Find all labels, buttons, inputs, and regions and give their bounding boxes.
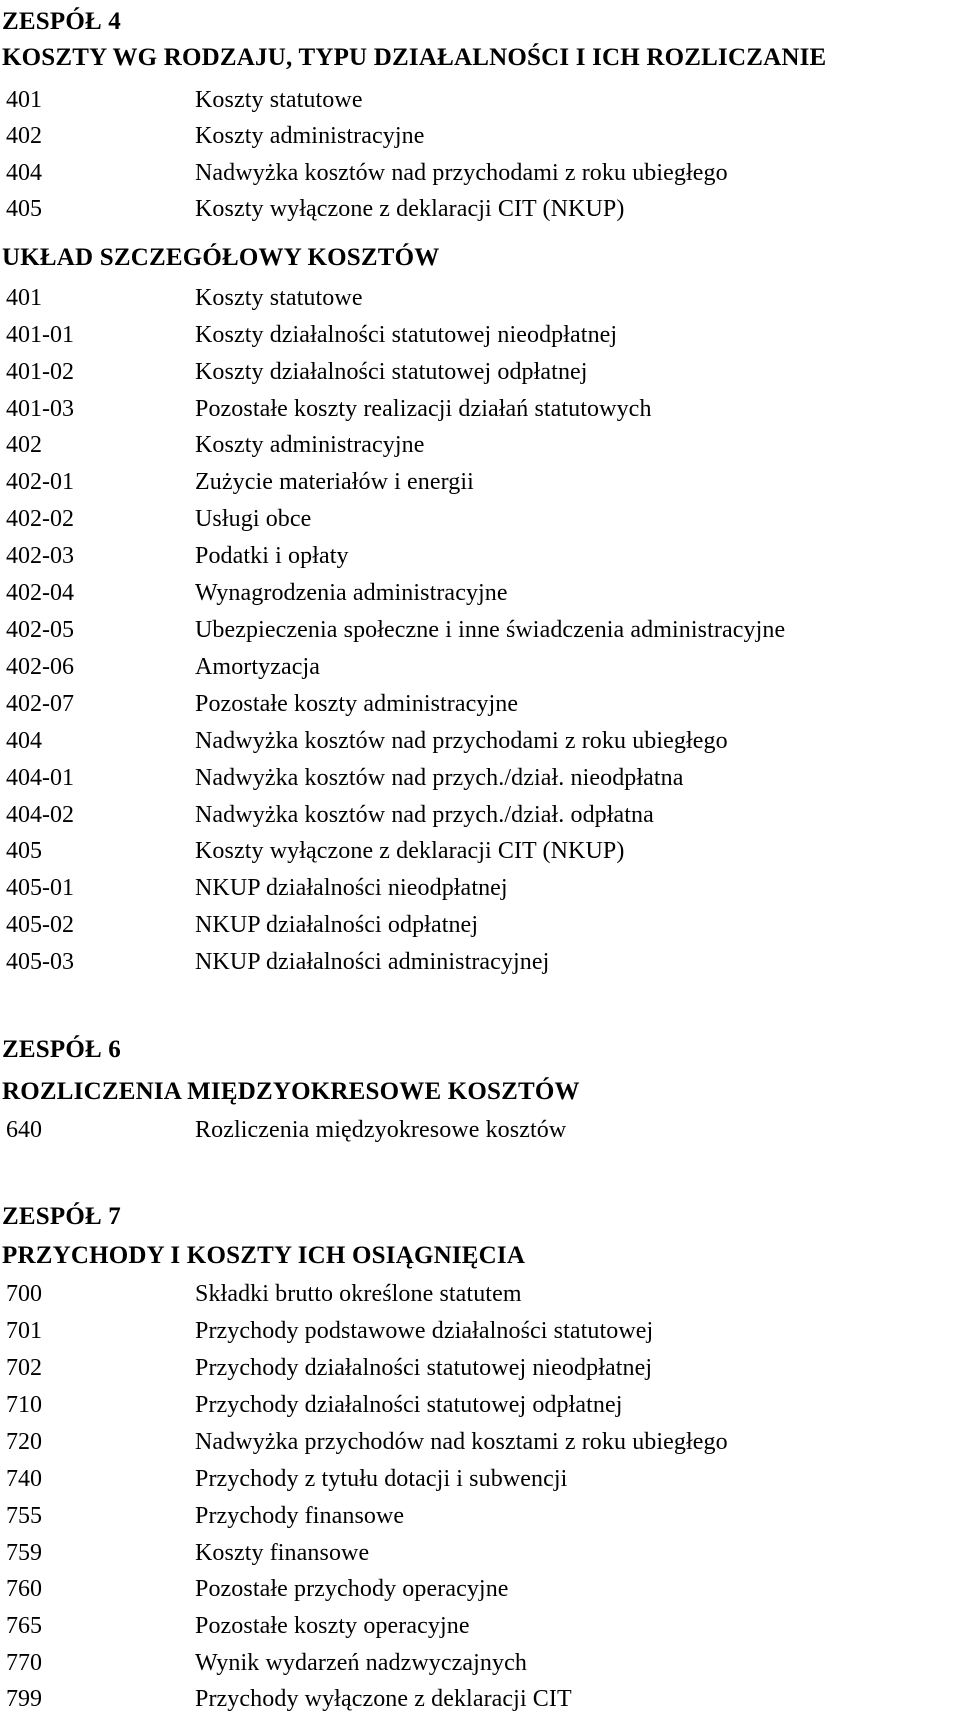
account-name: Składki brutto określone statutem	[195, 1281, 522, 1307]
account-code: 401-02	[6, 359, 74, 385]
account-name: Przychody finansowe	[195, 1503, 405, 1529]
account-code: 770	[6, 1650, 42, 1676]
account-row	[0, 1571, 960, 1607]
account-row	[0, 1461, 960, 1497]
account-code: 701	[6, 1318, 42, 1344]
account-name: Nadwyżka przychodów nad kosztami z roku ubiegłego	[195, 1429, 728, 1455]
account-code: 740	[6, 1466, 42, 1492]
account-row	[0, 833, 960, 869]
account-row	[0, 649, 960, 685]
account-code: 700	[6, 1281, 42, 1307]
account-code: 402-06	[6, 654, 74, 680]
account-code: 405	[6, 196, 42, 222]
account-name: Koszty statutowe	[195, 87, 363, 113]
account-code: 401-03	[6, 396, 74, 422]
account-code: 405-03	[6, 949, 74, 975]
account-code: 402-01	[6, 469, 74, 495]
account-row	[0, 1350, 960, 1386]
account-row	[0, 501, 960, 537]
zespol6-title: ZESPÓŁ 6	[2, 1036, 121, 1063]
account-name: Nadwyżka kosztów nad przych./dział. odpłatna	[195, 802, 654, 828]
account-row	[0, 1645, 960, 1681]
account-row	[0, 1112, 960, 1148]
account-code: 402-07	[6, 691, 74, 717]
zespol4-title: ZESPÓŁ 4	[2, 8, 121, 35]
account-row	[0, 797, 960, 833]
account-row	[0, 191, 960, 227]
account-row	[0, 870, 960, 906]
account-code: 402-02	[6, 506, 74, 532]
account-code: 405-02	[6, 912, 74, 938]
account-name: Koszty działalności statutowej nieodpłatnej	[195, 322, 618, 348]
account-name: Przychody z tytułu dotacji i subwencji	[195, 1466, 568, 1492]
account-code: 402	[6, 123, 42, 149]
account-row	[0, 317, 960, 353]
account-row	[0, 280, 960, 316]
account-row	[0, 391, 960, 427]
account-name: NKUP działalności nieodpłatnej	[195, 875, 508, 901]
account-name: Pozostałe koszty realizacji działań statutowych	[195, 396, 652, 422]
account-name: Wynagrodzenia administracyjne	[195, 580, 508, 606]
account-code: 405	[6, 838, 42, 864]
account-code: 404-02	[6, 802, 74, 828]
account-code: 702	[6, 1355, 42, 1381]
account-row	[0, 538, 960, 574]
account-name: Zużycie materiałów i energii	[195, 469, 474, 495]
zespol7-title: ZESPÓŁ 7	[2, 1203, 121, 1230]
account-name: Koszty statutowe	[195, 285, 363, 311]
account-name: Koszty administracyjne	[195, 123, 425, 149]
account-code: 401-01	[6, 322, 74, 348]
account-row	[0, 1608, 960, 1644]
account-name: Usługi obce	[195, 506, 312, 532]
account-code: 404-01	[6, 765, 74, 791]
account-row	[0, 612, 960, 648]
zespol4-subtitle: KOSZTY WG RODZAJU, TYPU DZIAŁALNOŚCI I ICH ROZLICZANIE	[2, 44, 827, 71]
account-row	[0, 1387, 960, 1423]
account-code: 402-03	[6, 543, 74, 569]
account-row	[0, 1276, 960, 1312]
account-row	[0, 1313, 960, 1349]
account-row	[0, 907, 960, 943]
account-row	[0, 723, 960, 759]
account-row	[0, 354, 960, 390]
account-code: 755	[6, 1503, 42, 1529]
account-name: Wynik wydarzeń nadzwyczajnych	[195, 1650, 527, 1676]
account-name: Koszty działalności statutowej odpłatnej	[195, 359, 588, 385]
account-code: 405-01	[6, 875, 74, 901]
account-row	[0, 118, 960, 154]
account-code: 710	[6, 1392, 42, 1418]
account-code: 759	[6, 1540, 42, 1566]
account-name: Koszty finansowe	[195, 1540, 370, 1566]
account-row	[0, 760, 960, 796]
account-name: Koszty wyłączone z deklaracji CIT (NKUP)	[195, 196, 625, 222]
account-name: Amortyzacja	[195, 654, 321, 680]
account-code: 404	[6, 728, 42, 754]
account-row	[0, 464, 960, 500]
account-name: Koszty wyłączone z deklaracji CIT (NKUP)	[195, 838, 625, 864]
account-code: 401	[6, 285, 42, 311]
account-row	[0, 1535, 960, 1571]
account-name: Przychody podstawowe działalności statutowej	[195, 1318, 654, 1344]
account-code: 799	[6, 1686, 42, 1712]
account-row	[0, 427, 960, 463]
account-name: Pozostałe koszty operacyjne	[195, 1613, 470, 1639]
account-code: 765	[6, 1613, 42, 1639]
account-code: 402	[6, 432, 42, 458]
account-name: Rozliczenia międzyokresowe kosztów	[195, 1117, 567, 1143]
account-row	[0, 944, 960, 980]
account-code: 402-04	[6, 580, 74, 606]
account-code: 640	[6, 1117, 42, 1143]
account-row	[0, 686, 960, 722]
account-code: 402-05	[6, 617, 74, 643]
account-name: Nadwyżka kosztów nad przychodami z roku ubiegłego	[195, 728, 728, 754]
account-name: Przychody działalności statutowej nieodpłatnej	[195, 1355, 653, 1381]
zespol7-subtitle: PRZYCHODY I KOSZTY ICH OSIĄGNIĘCIA	[2, 1242, 526, 1269]
account-row	[0, 1424, 960, 1460]
account-name: Nadwyżka kosztów nad przych./dział. nieodpłatna	[195, 765, 684, 791]
account-name: NKUP działalności odpłatnej	[195, 912, 479, 938]
account-name: Ubezpieczenia społeczne i inne świadczenia administracyjne	[195, 617, 786, 643]
account-name: Podatki i opłaty	[195, 543, 349, 569]
account-name: Nadwyżka kosztów nad przychodami z roku ubiegłego	[195, 160, 728, 186]
account-code: 401	[6, 87, 42, 113]
account-name: Koszty administracyjne	[195, 432, 425, 458]
account-row	[0, 155, 960, 191]
zespol6-subtitle: ROZLICZENIA MIĘDZYOKRESOWE KOSZTÓW	[2, 1078, 580, 1105]
account-row	[0, 1498, 960, 1534]
account-name: Pozostałe przychody operacyjne	[195, 1576, 509, 1602]
account-name: Przychody wyłączone z deklaracji CIT	[195, 1686, 572, 1712]
account-row	[0, 1681, 960, 1717]
account-name: Przychody działalności statutowej odpłatnej	[195, 1392, 623, 1418]
account-name: NKUP działalności administracyjnej	[195, 949, 550, 975]
detail-title: UKŁAD SZCZEGÓŁOWY KOSZTÓW	[2, 244, 440, 271]
account-code: 760	[6, 1576, 42, 1602]
account-row	[0, 82, 960, 118]
account-name: Pozostałe koszty administracyjne	[195, 691, 519, 717]
account-row	[0, 575, 960, 611]
account-code: 720	[6, 1429, 42, 1455]
account-code: 404	[6, 160, 42, 186]
